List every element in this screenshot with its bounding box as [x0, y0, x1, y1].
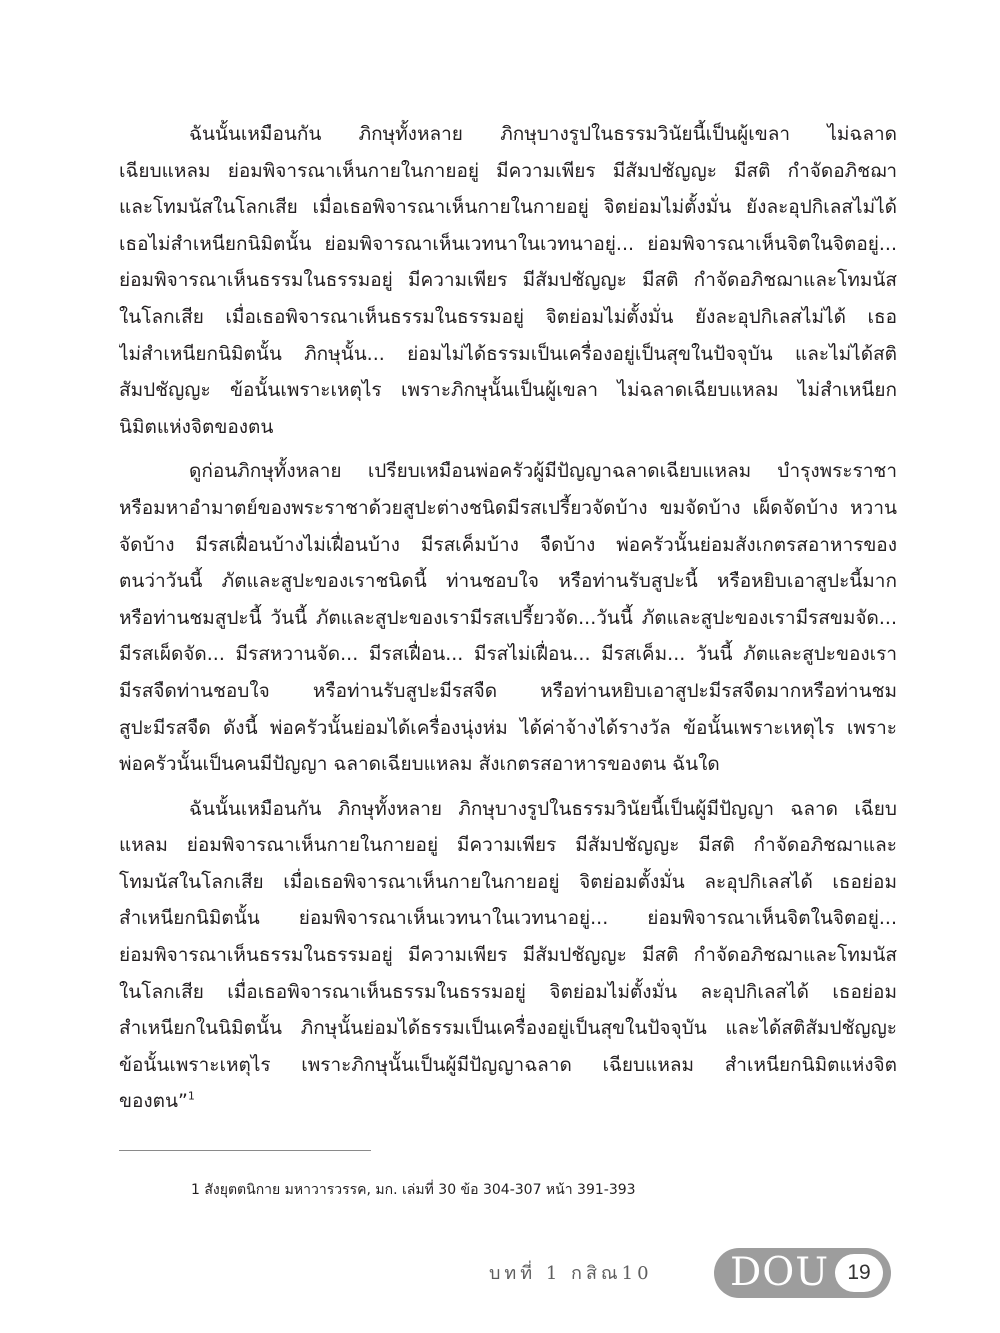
text-line: จัดบ้าง มีรสเฝื่อนบ้างไม่เฝื่อนบ้าง มีรสเค็มบ้าง จืดบ้าง พ่อครัวนั้นย่อมสังเกตรสอาหารของ — [119, 533, 897, 556]
footnote-divider — [119, 1150, 371, 1151]
text-line: ไม่สำเหนียกนิมิตนั้น ภิกษุนั้น... ย่อมไม่ได้ธรรมเป็นเครื่องอยู่เป็นสุขในปัจจุบัน และไม่ได้สติ — [119, 342, 897, 365]
text-line: และโทมนัสในโลกเสีย เมื่อเธอพิจารณาเห็นกายในกายอยู่ จิตย่อมไม่ตั้งมั่น ยังละอุปกิเลสไม่ได้ — [119, 196, 897, 219]
text-line: ในโลกเสีย เมื่อเธอพิจารณาเห็นธรรมในธรรมอยู่ จิตย่อมไม่ตั้งมั่น ยังละอุปกิเลสไม่ได้ เธอ — [119, 305, 897, 328]
chapter-title: บทที่ 1 กสิณ10 — [489, 1263, 653, 1284]
paragraph-1 — [119, 116, 897, 445]
text-line: ดูก่อนภิกษุทั้งหลาย เปรียบเหมือนพ่อครัวผู้มีปัญญาฉลาดเฉียบแหลม บำรุงพระราชา — [189, 460, 897, 483]
text-line: พ่อครัวนั้นเป็นคนมีปัญญา ฉลาดเฉียบแหลม สังเกตรสอาหารของตน ฉันใด — [119, 753, 720, 776]
paragraph-3 — [119, 791, 897, 1120]
page-badge — [714, 1248, 891, 1298]
text-line: ย่อมพิจารณาเห็นธรรมในธรรมอยู่ มีความเพียร มีสัมปชัญญะ มีสติ กำจัดอภิชฌาและโทมนัส — [119, 944, 897, 967]
footnote-text: 1 สังยุตตนิกาย มหาวารวรรค, มก. เล่มที่ 30 ข้อ 304-307 หน้า 391-393 — [191, 1182, 636, 1198]
dou-logo: DOU — [730, 1250, 830, 1295]
text-line: ฉันนั้นเหมือนกัน ภิกษุทั้งหลาย ภิกษุบางรูปในธรรมวินัยนี้เป็นผู้มีปัญญา ฉลาด เฉียบ — [189, 797, 897, 820]
page-number: 19 — [835, 1254, 883, 1292]
text-line: นิมิตแห่งจิตของตน — [119, 415, 274, 438]
text-line-end: ของตน” — [119, 1090, 188, 1113]
text-line: ฉันนั้นเหมือนกัน ภิกษุทั้งหลาย ภิกษุบางรูปในธรรมวินัยนี้เป็นผู้เขลา ไม่ฉลาด — [189, 123, 897, 145]
text-line: สัมปชัญญะ ข้อนั้นเพราะเหตุไร เพราะภิกษุนั้นเป็นผู้เขลา ไม่ฉลาดเฉียบแหลม ไม่สำเหนียก — [119, 379, 897, 402]
text-line: หรือท่านชมสูปะนี้ วันนี้ ภัตและสูปะของเรามีรสเปรี้ยวจัด...วันนี้ ภัตและสูปะของเรามีรสขมจัด... — [119, 606, 897, 629]
text-line: หรือมหาอำมาตย์ของพระราชาด้วยสูปะต่างชนิดมีรสเปรี้ยวจัดบ้าง ขมจัดบ้าง เผ็ดจัดบ้าง หวาน — [119, 496, 897, 519]
text-line: เฉียบแหลม ย่อมพิจารณาเห็นกายในกายอยู่ มีความเพียร มีสัมปชัญญะ มีสติ กำจัดอภิชฌา — [119, 159, 897, 182]
text-line: ตนว่าวันนี้ ภัตและสูปะของเราชนิดนี้ ท่านชอบใจ หรือท่านรับสูปะนี้ หรือหยิบเอาสูปะนี้มาก — [119, 570, 897, 593]
paragraph-2 — [119, 453, 897, 782]
body-text — [119, 116, 897, 1120]
text-line: เธอไม่สำเหนียกนิมิตนั้น ย่อมพิจารณาเห็นเวทนาในเวทนาอยู่... ย่อมพิจารณาเห็นจิตในจิตอยู่... — [119, 232, 897, 255]
text-line: แหลม ย่อมพิจารณาเห็นกายในกายอยู่ มีความเพียร มีสัมปชัญญะ มีสติ กำจัดอภิชฌาและ — [119, 834, 897, 857]
text-line: สำเหนียกในนิมิตนั้น ภิกษุนั้นย่อมได้ธรรมเป็นเครื่องอยู่เป็นสุขในปัจจุบัน และได้สติสัมปชัญญะ — [119, 1017, 897, 1040]
text-line: สูปะมีรสจืด ดังนี้ พ่อครัวนั้นย่อมได้เครื่องนุ่งห่ม ได้ค่าจ้างได้รางวัล ข้อนั้นเพราะเหตุไร เพราะ — [119, 716, 897, 739]
text-line-with-footnote — [119, 1083, 897, 1120]
text-line: มีรสจืดท่านชอบใจ หรือท่านรับสูปะมีรสจืด หรือท่านหยิบเอาสูปะมีรสจืดมากหรือท่านชม — [119, 679, 897, 702]
text-line: โทมนัสในโลกเสีย เมื่อเธอพิจารณาเห็นกายในกายอยู่ จิตย่อมตั้งมั่น ละอุปกิเลสได้ เธอย่อม — [119, 870, 897, 893]
text-line: มีรสเผ็ดจัด... มีรสหวานจัด... มีรสเฝื่อน... มีรสไม่เฝื่อน... มีรสเค็ม... วันนี้ ภัตและสูปะของเรา — [119, 643, 897, 666]
footnote-reference: 1 — [187, 1090, 195, 1104]
text-line: ในโลกเสีย เมื่อเธอพิจารณาเห็นธรรมในธรรมอยู่ จิตย่อมไม่ตั้งมั่น ละอุปกิเลสได้ เธอย่อม — [119, 980, 897, 1003]
text-line: ย่อมพิจารณาเห็นธรรมในธรรมอยู่ มีความเพียร มีสัมปชัญญะ มีสติ กำจัดอภิชฌาและโทมนัส — [119, 269, 897, 292]
text-line: ข้อนั้นเพราะเหตุไร เพราะภิกษุนั้นเป็นผู้มีปัญญาฉลาด เฉียบแหลม สำเหนียกนิมิตแห่งจิต — [119, 1053, 897, 1076]
text-line: สำเหนียกนิมิตนั้น ย่อมพิจารณาเห็นเวทนาในเวทนาอยู่... ย่อมพิจารณาเห็นจิตในจิตอยู่... — [119, 907, 897, 930]
